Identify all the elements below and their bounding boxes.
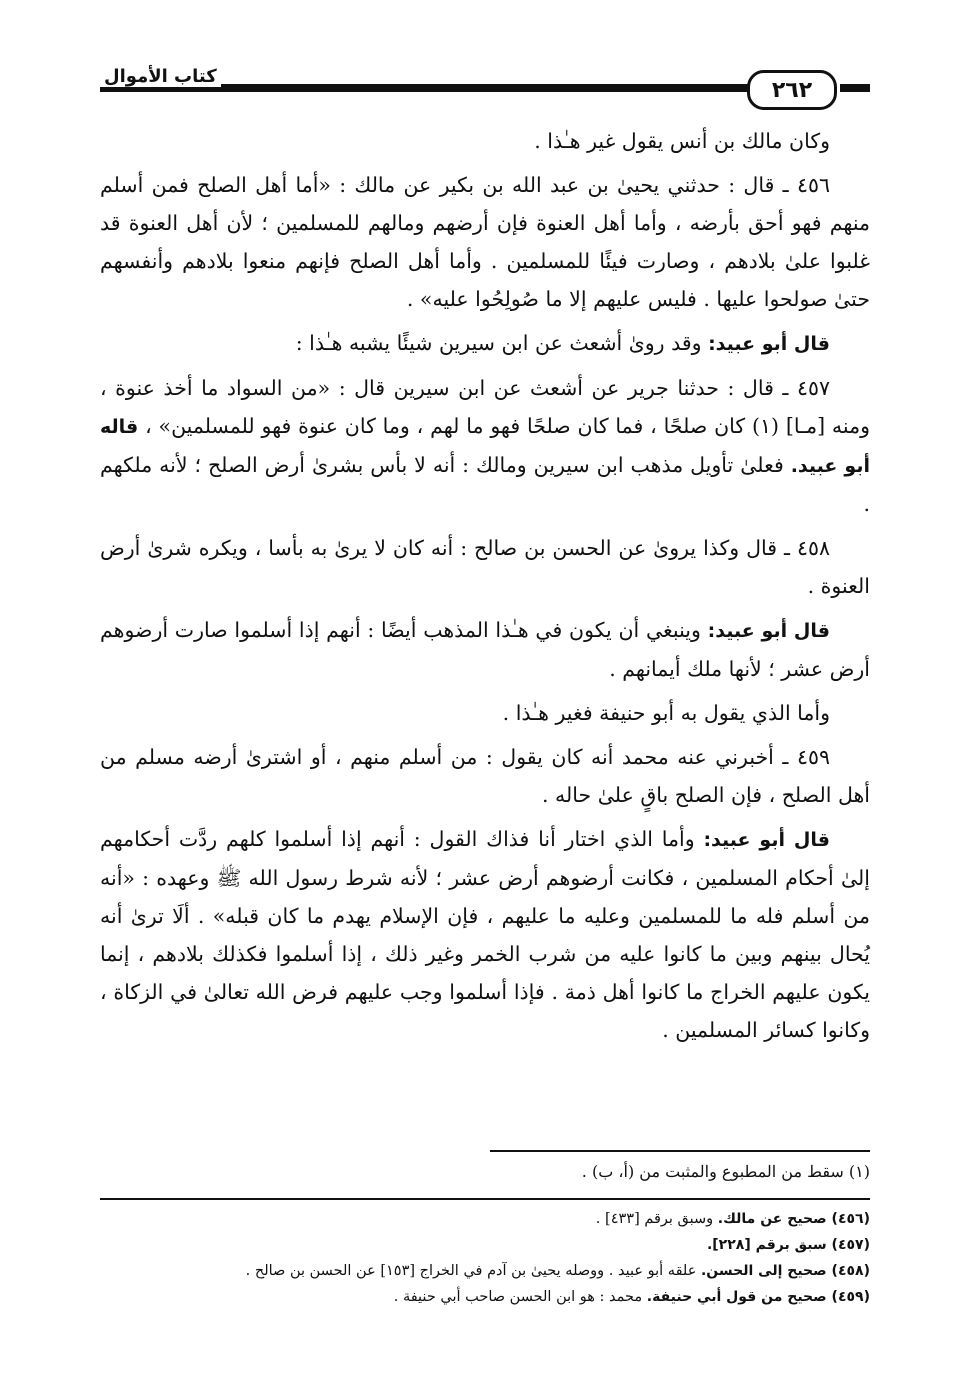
inline-bold: قاله أبو عبيد.	[100, 416, 870, 477]
footnote: (١) سقط من المطبوع والمثبت من (أ، ب) .	[581, 1162, 870, 1181]
reference-note	[100, 1232, 870, 1258]
book-title: كتاب الأموال	[100, 66, 221, 87]
book-page	[100, 60, 870, 1360]
speaker-label: قال أبو عبيد:	[708, 333, 830, 355]
reference-note	[100, 1284, 870, 1310]
main-text	[100, 122, 870, 1055]
paragraph-text-tail: فعلىٰ تأويل مذهب ابن سيرين ومالك : أنه لا بأس بشرىٰ أرض الصلح ؛ لأنه ملكهم .	[100, 453, 870, 516]
speaker-label: قال أبو عبيد:	[703, 829, 830, 851]
speaker-label: قال أبو عبيد:	[707, 620, 830, 642]
references-separator	[100, 1198, 870, 1200]
reference-lead: (٤٥٦) صحيح عن مالك.	[717, 1211, 870, 1227]
paragraph	[100, 122, 870, 160]
page-number: ٢٦٢	[747, 70, 837, 110]
paragraph-457	[100, 369, 870, 523]
reference-lead: (٤٥٩) صحيح من قول أبي حنيفة.	[646, 1289, 870, 1305]
paragraph-459	[100, 738, 870, 814]
paragraph-text: وأما الذي يقول به أبو حنيفة فغير هـٰذا .	[502, 701, 830, 725]
paragraph-text: ٤٥٦ ـ قال : حدثني يحيىٰ بن عبد الله بن بكير عن مالك : «أما أهل الصلح فمن أسلم منهم فهو أحق بأرضه ، وأما أهل العنوة فإن أرضهم ومالهم للمسلمين ؛ لأن أهل العنوة قد غلبوا علىٰ بلادهم ، وصارت فيئًا للمسلمين . وأما أهل الصلح فإنهم منعوا بلادهم وأنفسهم حتىٰ صولحوا عليها . فليس عليهم إلا ما صُولِحُوا عليه» .	[100, 173, 870, 311]
paragraph-text: وينبغي أن يكون في هـٰذا المذهب أيضًا : أنهم إذا أسلموا صارت أرضوهم أرض عشر ؛ لأنها ملك أيمانهم .	[100, 618, 870, 681]
reference-text: وسبق برقم [٤٣٣] .	[595, 1211, 718, 1227]
reference-text: علقه أبو عبيد . ووصله يحيىٰ بن آدم في الخراج [١٥٣] عن الحسن بن صالح .	[245, 1263, 701, 1279]
paragraph-text: ٤٥٧ ـ قال : حدثنا جرير عن أشعث عن ابن سيرين قال : «من السواد ما أخذ عنوة ، ومنه [مـا] (١) كان صلحًا ، فما كان صلحًا فهو ما لهم ، وما كان عنوة فهو للمسلمين» ،	[100, 376, 870, 438]
reference-note	[100, 1206, 870, 1232]
reference-lead: (٤٥٨) صحيح إلى الحسن.	[700, 1263, 870, 1279]
header-rule-right	[840, 84, 870, 92]
paragraph-abu-ubayd	[100, 820, 870, 1049]
reference-text: محمد : هو ابن الحسن صاحب أبي حنيفة .	[393, 1289, 647, 1305]
paragraph-text: وكان مالك بن أنس يقول غير هـٰذا .	[534, 129, 830, 153]
paragraph-458	[100, 529, 870, 605]
paragraph-text: وقد روىٰ أشعث عن ابن سيرين شيئًا يشبه هـٰذا :	[295, 331, 709, 355]
paragraph-abu-ubayd	[100, 324, 870, 363]
reference-note	[100, 1258, 870, 1284]
paragraph-text: وأما الذي اختار أنا فذاك القول : أنهم إذا أسلموا كلهم ردَّت أحكامهم إلىٰ أحكام المسلمين ، فكانت أرضوهم أرض عشر ؛ لأنه شرط رسول الله ﷺ وعهده : «أنه من أسلم فله ما للمسلمين وعليه ما عليهم ، فإن الإسلام يهدم ما كان قبله» . ألَا ترىٰ أنه يُحال بينهم وبين ما كانوا عليه من شرب الخمر وغير ذلك ، إذا أسلموا فكذلك بلادهم ، إنما يكون عليهم الخراج ما كانوا أهل ذمة . فإذا أسلموا وجب عليهم فرض الله تعالىٰ في الزكاة ، وكانوا كسائر المسلمين .	[100, 827, 870, 1042]
paragraph-text: ٤٥٩ ـ أخبرني عنه محمد أنه كان يقول : من أسلم منهم ، أو اشترىٰ أرضه مسلم من أهل الصلح ، فإن الصلح باقٍ علىٰ حاله .	[100, 745, 870, 807]
footnote-separator	[490, 1150, 870, 1152]
paragraph-abu-ubayd	[100, 611, 870, 688]
paragraph-text: ٤٥٨ ـ قال وكذا يروىٰ عن الحسن بن صالح : أنه كان لا يرىٰ به بأسا ، ويكره شرىٰ أرض العنوة .	[100, 536, 870, 598]
reference-notes	[100, 1206, 870, 1310]
paragraph	[100, 694, 870, 732]
paragraph-456	[100, 166, 870, 318]
reference-lead: (٤٥٧) سبق برقم [٢٢٨].	[706, 1237, 870, 1253]
running-header	[100, 60, 870, 112]
